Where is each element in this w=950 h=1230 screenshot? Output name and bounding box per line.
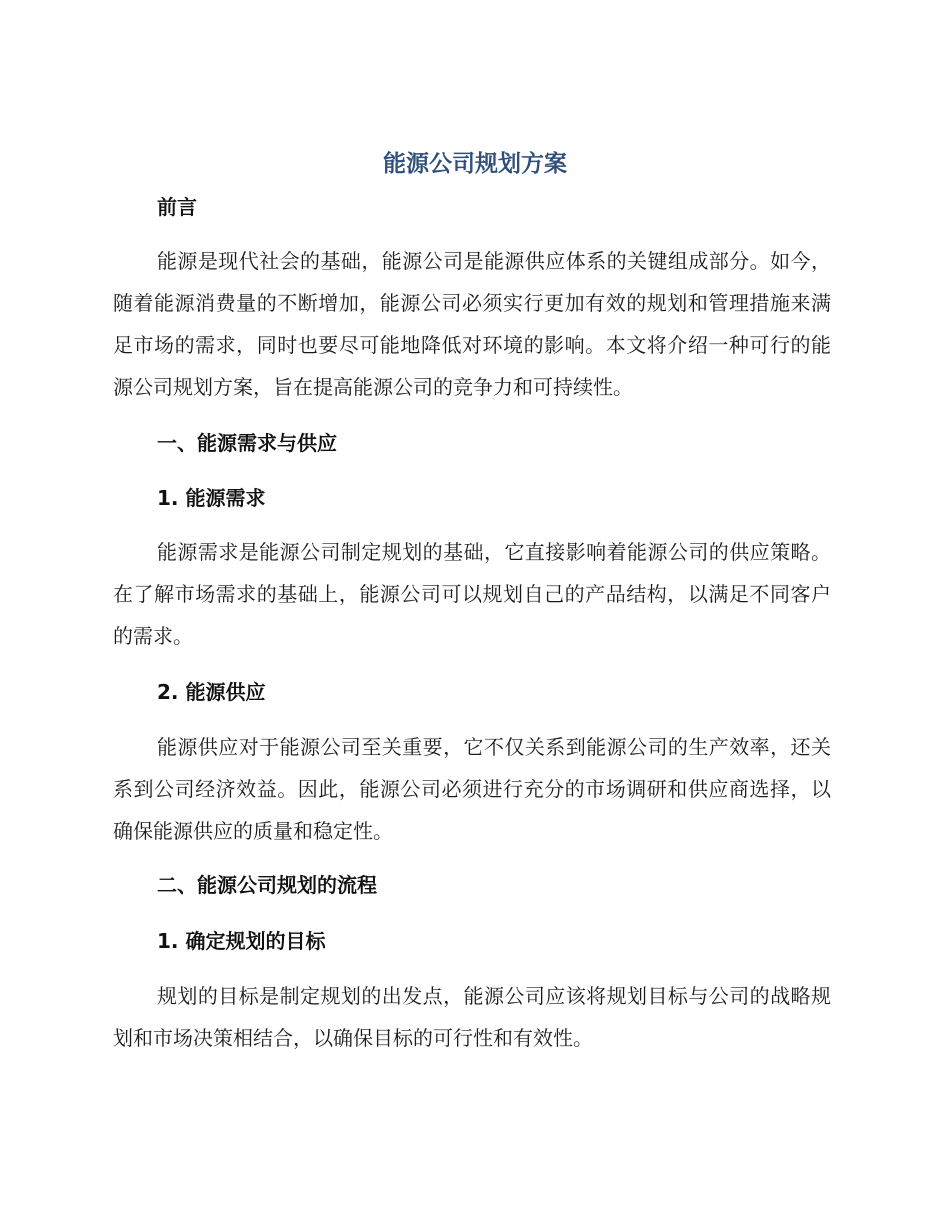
preface-heading: 前言 [157, 195, 197, 219]
section-1-2-heading: 2. 能源供应 [157, 680, 266, 704]
section-1-2-paragraph: 能源供应对于能源公司至关重要，它不仅关系到能源公司的生产效率，还关系到公司经济效益。因此，能源公司必须进行充分的市场调研和供应商选择，以确保能源供应的质量和稳定性。 [113, 735, 831, 843]
section-1-1-paragraph: 能源需求是能源公司制定规划的基础，它直接影响着能源公司的供应策略。在了解市场需求的基础上，能源公司可以规划自己的产品结构，以满足不同客户的需求。 [113, 540, 831, 648]
section-2-1-paragraph: 规划的目标是制定规划的出发点，能源公司应该将规划目标与公司的战略规划和市场决策相结合，以确保目标的可行性和有效性。 [113, 984, 831, 1050]
section-1-1-heading: 1. 能源需求 [157, 486, 266, 510]
section-2-heading: 二、能源公司规划的流程 [157, 873, 377, 897]
document-title: 能源公司规划方案 [383, 151, 567, 177]
preface-paragraph: 能源是现代社会的基础，能源公司是能源供应体系的关键组成部分。如今，随着能源消费量的不断增加，能源公司必须实行更加有效的规划和管理措施来满足市场的需求，同时也要尽可能地降低对环境的影响。本文将介绍一种可行的能源公司规划方案，旨在提高能源公司的竞争力和可持续性。 [113, 249, 831, 399]
section-2-1-heading: 1. 确定规划的目标 [157, 929, 326, 953]
section-1-heading: 一、能源需求与供应 [157, 431, 337, 455]
